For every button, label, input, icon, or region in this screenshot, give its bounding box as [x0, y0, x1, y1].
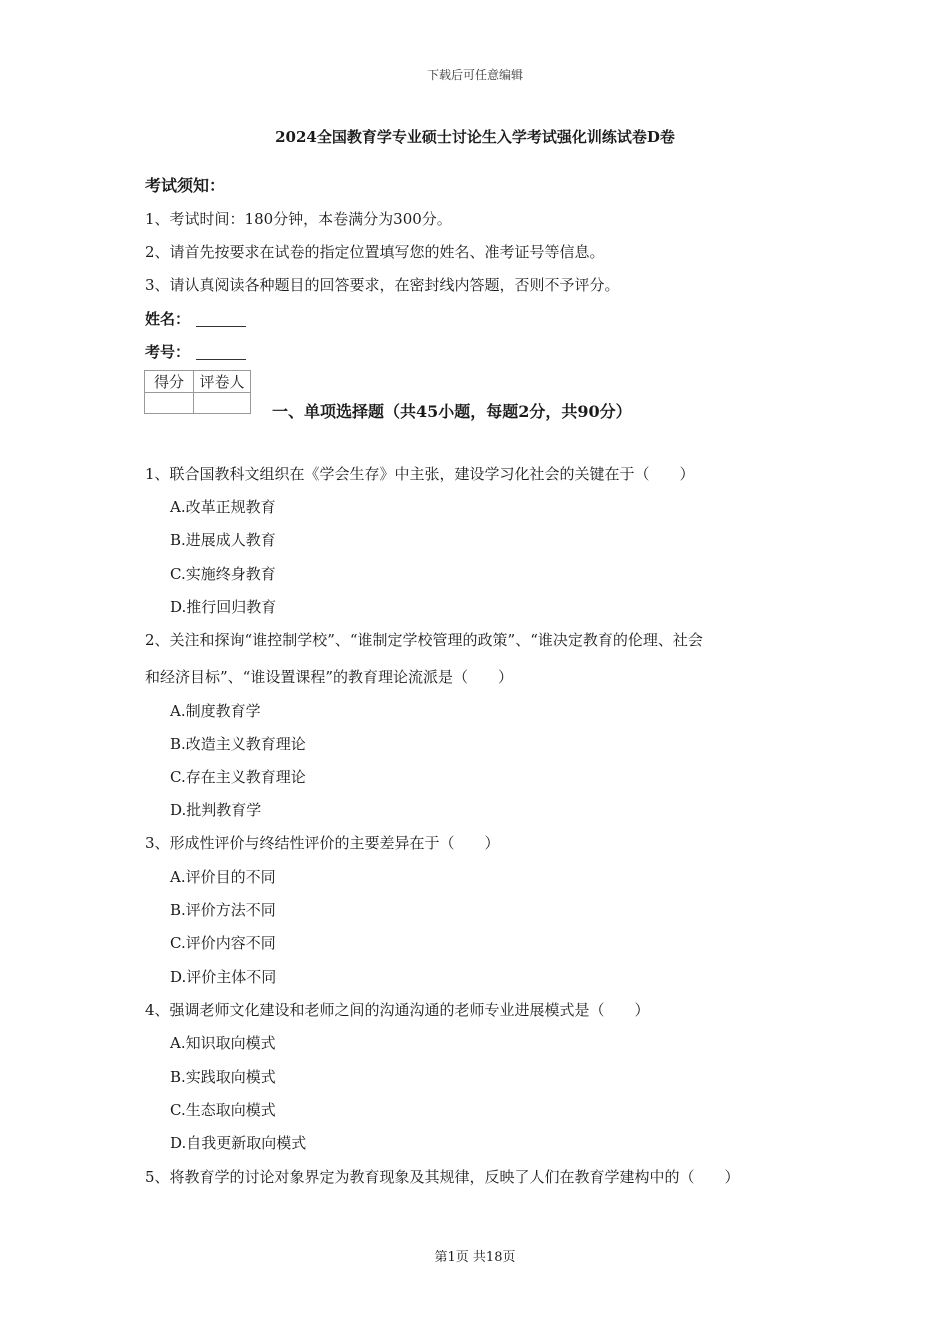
- option-d: D.评价主体不同: [170, 968, 277, 986]
- question-stem: 3、形成性评价与终结性评价的主要差异在于（ ）: [145, 834, 500, 852]
- option-d: D.批判教育学: [170, 801, 262, 819]
- header-note: 下载后可任意编辑: [426, 68, 523, 82]
- page-footer: 第1页 共18页: [434, 1250, 516, 1265]
- id-label: 考号：: [145, 343, 191, 361]
- option-a: A.评价目的不同: [170, 868, 276, 886]
- name-blank[interactable]: [196, 312, 246, 327]
- grader-cell[interactable]: [194, 393, 251, 414]
- option-a: A.知识取向模式: [170, 1034, 276, 1052]
- option-b: B.进展成人教育: [170, 531, 276, 549]
- score-table: [144, 370, 251, 414]
- name-field[interactable]: [145, 308, 246, 329]
- score-cell[interactable]: [145, 393, 194, 414]
- option-a: A.改革正规教育: [170, 498, 276, 516]
- option-d: D.推行回归教育: [170, 598, 277, 616]
- notice-item: 1、考试时间：180分钟，本卷满分为300分。: [145, 210, 452, 228]
- question-stem: 5、将教育学的讨论对象界定为教育现象及其规律，反映了人们在教育学建构中的（ ）: [145, 1168, 740, 1186]
- option-c: C.生态取向模式: [170, 1101, 276, 1119]
- exam-title: 2024全国教育学专业硕士讨论生入学考试强化训练试卷D卷: [275, 128, 675, 146]
- grader-header: 评卷人: [194, 371, 251, 393]
- option-d: D.自我更新取向模式: [170, 1134, 307, 1152]
- option-b: B.改造主义教育理论: [170, 735, 306, 753]
- id-blank[interactable]: [196, 345, 246, 360]
- question-stem: 2、关注和探询“谁控制学校”、“谁制定学校管理的政策”、“谁决定教育的伦理、社会: [145, 631, 703, 649]
- option-b: B.评价方法不同: [170, 901, 276, 919]
- notice-heading: 考试须知：: [145, 176, 226, 195]
- section-title: 一、单项选择题（共45小题，每题2分，共90分）: [272, 402, 632, 421]
- name-label: 姓名：: [145, 310, 191, 328]
- option-b: B.实践取向模式: [170, 1068, 276, 1086]
- option-c: C.存在主义教育理论: [170, 768, 306, 786]
- notice-item: 3、请认真阅读各种题目的回答要求，在密封线内答题，否则不予评分。: [145, 276, 620, 294]
- question-stem: 1、联合国教科文组织在《学会生存》中主张，建设学习化社会的关键在于（ ）: [145, 465, 695, 483]
- option-c: C.实施终身教育: [170, 565, 276, 583]
- question-stem-continued: 和经济目标”、“谁设置课程”的教育理论流派是（ ）: [145, 668, 514, 686]
- option-a: A.制度教育学: [170, 702, 261, 720]
- id-field[interactable]: [145, 341, 246, 362]
- score-header: 得分: [145, 371, 194, 393]
- notice-item: 2、请首先按要求在试卷的指定位置填写您的姓名、准考证号等信息。: [145, 243, 605, 261]
- question-stem: 4、强调老师文化建设和老师之间的沟通沟通的老师专业进展模式是（ ）: [145, 1001, 650, 1019]
- option-c: C.评价内容不同: [170, 934, 276, 952]
